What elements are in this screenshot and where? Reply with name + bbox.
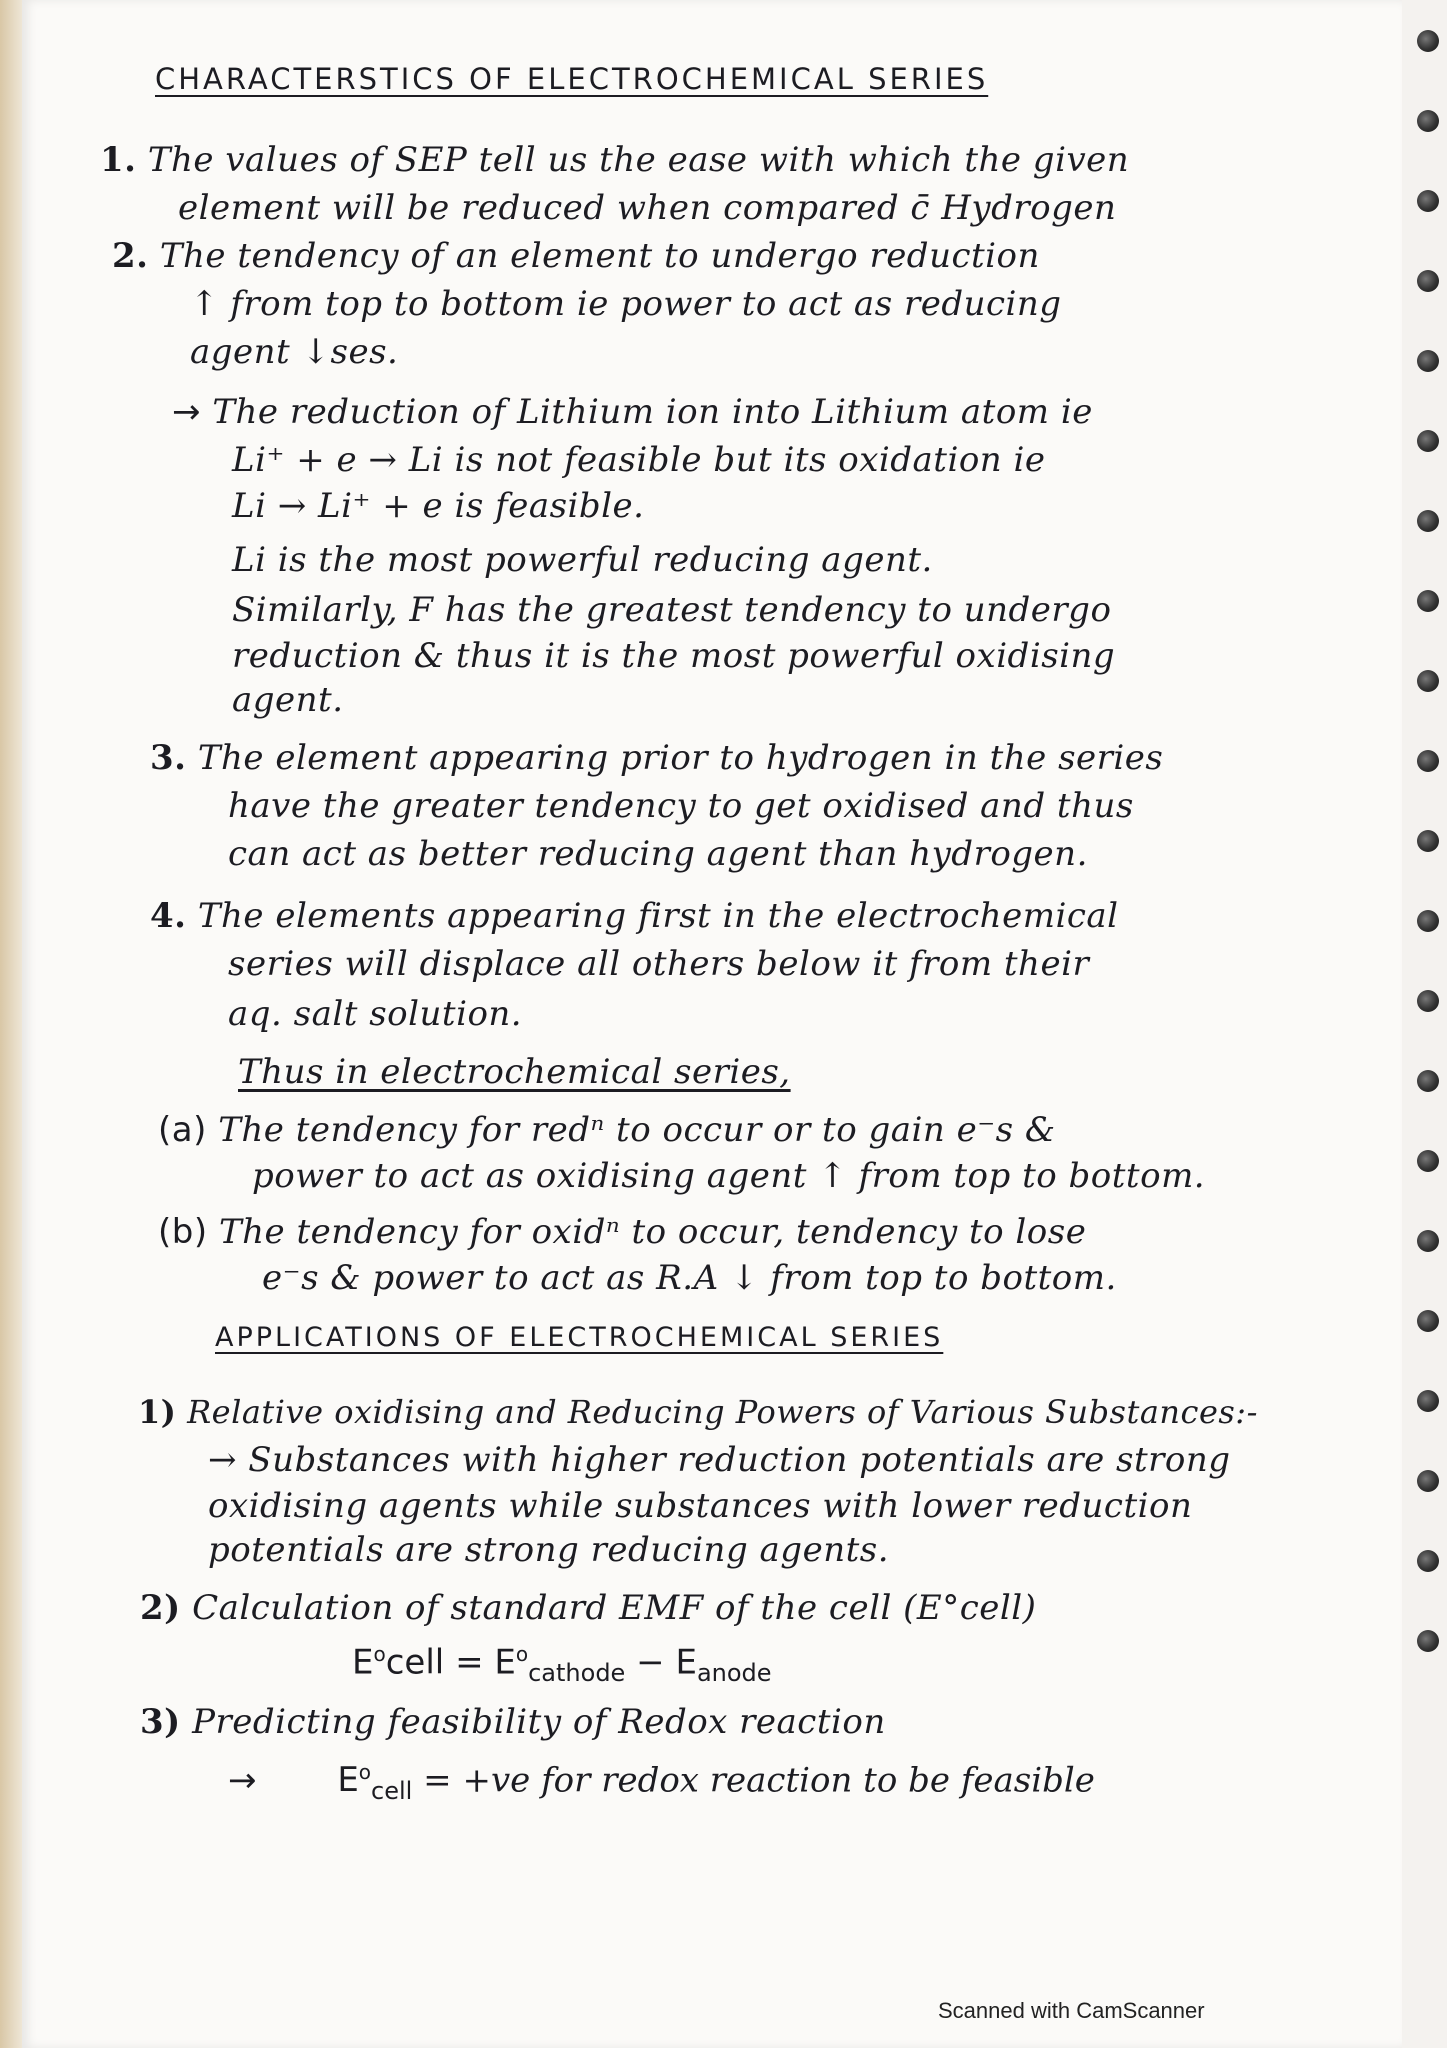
point-1-line-1 bbox=[100, 140, 1129, 180]
binding-hole bbox=[1417, 430, 1439, 452]
binding-hole bbox=[1417, 670, 1439, 692]
binding-hole bbox=[1417, 1230, 1439, 1252]
binding-hole bbox=[1417, 30, 1439, 52]
point-3-line-3: can act as better reducing agent than hydrogen. bbox=[228, 834, 1088, 874]
arrow-icon: → bbox=[172, 392, 201, 432]
application-2-line-1 bbox=[140, 1588, 1036, 1628]
binding-hole bbox=[1417, 1550, 1439, 1572]
point-1-line-2: element will be reduced when compared c̄ Hydrogen bbox=[178, 188, 1117, 228]
arrow-icon: → bbox=[228, 1760, 257, 1801]
heading-applications: APPLICATIONS OF ELECTROCHEMICAL SERIES bbox=[215, 1322, 944, 1353]
point-2-line-2: ↑ from top to bottom ie power to act as reducing bbox=[190, 284, 1062, 324]
camscanner-footer: Scanned with CamScanner bbox=[938, 1998, 1205, 2023]
subpoint-b-line-1 bbox=[158, 1212, 1086, 1252]
feasibility-formula: → $E^o_{cell} = +ve$ for redox reaction to be feasible bbox=[228, 1760, 1095, 1806]
subpoint-text: The tendency for oxidⁿ to occur, tendency to lose bbox=[218, 1212, 1087, 1252]
binding-hole bbox=[1417, 110, 1439, 132]
subpoint-b-line-2: e⁻s & power to act as R.A ↓ from top to bottom. bbox=[262, 1258, 1117, 1298]
spiral-binding bbox=[1399, 0, 1447, 2048]
application-1-line-3: oxidising agents while substances with lower reduction bbox=[208, 1486, 1193, 1526]
application-1-line-2: → Substances with higher reduction potentials are strong bbox=[208, 1440, 1231, 1480]
application-1-line-4: potentials are strong reducing agents. bbox=[208, 1530, 890, 1570]
arrow-note-line-7: agent. bbox=[232, 680, 344, 720]
binding-hole bbox=[1417, 510, 1439, 532]
point-number: 4. bbox=[150, 896, 187, 936]
point-2-line-3: agent ↓ses. bbox=[190, 332, 399, 372]
binding-hole bbox=[1417, 1630, 1439, 1652]
application-number: 2) bbox=[140, 1588, 181, 1628]
binding-hole bbox=[1417, 1310, 1439, 1332]
arrow-note-line-1 bbox=[172, 392, 1093, 432]
application-3-line-1 bbox=[140, 1702, 886, 1742]
arrow-note-line-6: reduction & thus it is the most powerful oxidising bbox=[232, 636, 1116, 676]
binding-hole bbox=[1417, 270, 1439, 292]
point-text: The tendency of an element to undergo reduction bbox=[159, 236, 1040, 276]
binding-hole bbox=[1417, 350, 1439, 372]
arrow-note-line-2: Li⁺ + e → Li is not feasible but its oxidation ie bbox=[232, 440, 1046, 480]
point-number: 2. bbox=[112, 236, 149, 276]
heading-characteristics: CHARACTERSTICS OF ELECTROCHEMICAL SERIES bbox=[155, 62, 989, 96]
point-text: The element appearing prior to hydrogen in the series bbox=[197, 738, 1164, 778]
point-text: The values of SEP tell us the ease with which the given bbox=[147, 140, 1130, 180]
point-4-line-3: aq. salt solution. bbox=[228, 994, 523, 1034]
binding-hole bbox=[1417, 1390, 1439, 1412]
thus-line: Thus in electrochemical series, bbox=[238, 1052, 791, 1092]
binding-hole bbox=[1417, 830, 1439, 852]
binding-hole bbox=[1417, 590, 1439, 612]
subpoint-label: (a) bbox=[158, 1110, 207, 1150]
note-text: The reduction of Lithium ion into Lithium atom ie bbox=[212, 392, 1093, 432]
point-text: The elements appearing first in the electrochemical bbox=[197, 896, 1119, 936]
page-binding-edge bbox=[0, 0, 22, 2048]
application-number: 3) bbox=[140, 1702, 181, 1742]
arrow-note-line-4: Li is the most powerful reducing agent. bbox=[232, 540, 933, 580]
point-2-line-1 bbox=[112, 236, 1040, 276]
point-3-line-2: have the greater tendency to get oxidised and thus bbox=[228, 786, 1134, 826]
subpoint-a-line-2: power to act as oxidising agent ↑ from top to bottom. bbox=[252, 1156, 1206, 1196]
subpoint-text: The tendency for redⁿ to occur or to gain e⁻s & bbox=[218, 1110, 1056, 1150]
binding-hole bbox=[1417, 190, 1439, 212]
point-4-line-2: series will displace all others below it from their bbox=[228, 944, 1090, 984]
application-1-line-1 bbox=[138, 1392, 1258, 1432]
application-text: Calculation of standard EMF of the cell (E°cell) bbox=[192, 1588, 1037, 1628]
application-text: Relative oxidising and Reducing Powers of Various Substances:- bbox=[187, 1393, 1258, 1431]
emf-formula: $E^ocell = E^o_{cathode} - E_{anode}$ bbox=[352, 1642, 772, 1688]
arrow-note-line-5: Similarly, F has the greatest tendency to undergo bbox=[232, 590, 1112, 630]
binding-hole bbox=[1417, 1070, 1439, 1092]
binding-hole bbox=[1417, 990, 1439, 1012]
point-number: 3. bbox=[150, 738, 187, 778]
binding-hole bbox=[1417, 1150, 1439, 1172]
binding-hole bbox=[1417, 750, 1439, 772]
application-text: Predicting feasibility of Redox reaction bbox=[192, 1702, 886, 1742]
subpoint-label: (b) bbox=[158, 1212, 208, 1252]
binding-hole bbox=[1417, 910, 1439, 932]
arrow-note-line-3: Li → Li⁺ + e is feasible. bbox=[232, 486, 645, 526]
point-4-line-1 bbox=[150, 896, 1119, 936]
point-number: 1. bbox=[100, 140, 137, 180]
point-3-line-1 bbox=[150, 738, 1163, 778]
application-number: 1) bbox=[138, 1393, 177, 1431]
subpoint-a-line-1 bbox=[158, 1110, 1056, 1150]
binding-hole bbox=[1417, 1470, 1439, 1492]
